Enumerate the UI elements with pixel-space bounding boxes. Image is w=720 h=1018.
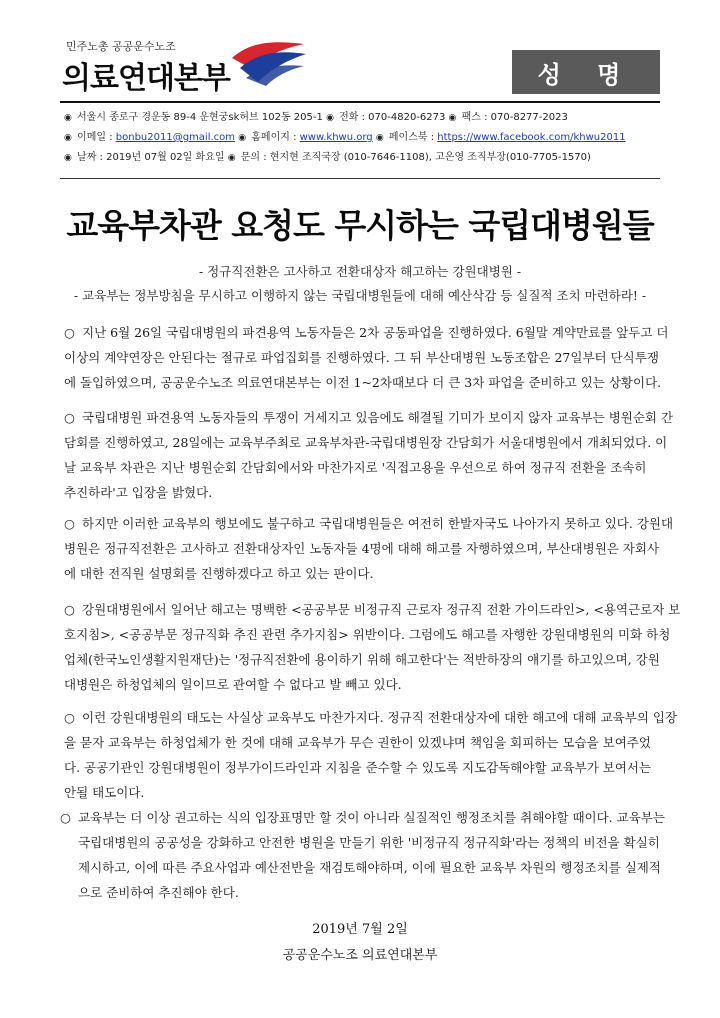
- paragraph-5: [64, 705, 678, 805]
- statement-label-box: 성 명: [512, 50, 660, 94]
- paragraph-1: [64, 320, 669, 395]
- flag-wave-icon: [228, 38, 308, 90]
- paragraph-line: 추진하라'고 입장을 밝혔다.: [64, 485, 213, 500]
- homepage-label: 홈페이지 :: [251, 132, 300, 143]
- contact-line-online: [64, 128, 664, 148]
- paragraph-line: 제시하고, 이에 따른 주요사업과 예산전반을 재검토해야하며, 이에 필요한 교육부 차원의 행정조치를 실제적: [78, 860, 661, 875]
- paragraph-line: 에 돌입하였으며, 공공운수노조 의료연대본부는 이전 1~2차때보다 더 큰 3차 파업을 준비하고 있는 상황이다.: [64, 375, 662, 390]
- letterhead: [60, 38, 660, 98]
- signature-date: 2019년 7월 2일: [312, 922, 408, 937]
- bullet-icon: ◉: [64, 113, 72, 123]
- paragraph-2: [64, 405, 674, 505]
- paragraph-line: 이상의 계약연장은 안된다는 절규로 파업집회를 진행하였다. 그 뒤 부산대병원 노동조합은 27일부터 단식투쟁: [64, 350, 659, 365]
- paragraph-line: 호지침>, <공공부문 정규직화 추진 관련 추가지침> 위반이다. 그럼에도 해고를 자행한 강원대병원의 미화 하청: [64, 627, 671, 642]
- homepage-link[interactable]: www.khwu.org: [299, 132, 373, 143]
- paragraph-line: 으로 준비하여 추진해야 한다.: [78, 885, 239, 900]
- signature-organization: 공공운수노조 의료연대본부: [282, 948, 438, 963]
- phone: 전화 : 070-4820-6273: [339, 112, 446, 123]
- inquiry: 문의 : 현지현 조직국장 (010-7646-1108), 고은영 조직부장(010-7705-1570): [240, 152, 591, 163]
- header-divider: [60, 101, 660, 103]
- email-label: 이메일 :: [77, 132, 116, 143]
- paragraph-line: 대병원은 하청업체의 일이므로 관여할 수 없다고 발 빼고 있다.: [64, 677, 402, 692]
- union-tagline: 민주노총 공공운수노조: [66, 40, 176, 53]
- bullet-icon: ◉: [326, 113, 334, 123]
- paragraph-line: 을 묻자 교육부는 하청업체가 한 것에 대해 교육부가 무슨 권한이 있겠냐며 책임을 회피하는 모습을 보여주었: [64, 735, 651, 750]
- contact-line-address: [64, 108, 664, 128]
- paragraph-line: 국립대병원 파견용역 노동자들의 투쟁이 거세지고 있음에도 해결될 기미가 보이지 않자 교육부는 병원순회 간: [82, 410, 674, 425]
- paragraph-line: 다. 공공기관인 강원대병원이 정부가이드라인과 지침을 준수할 수 있도록 지도감독해야할 교육부가 보여서는: [64, 760, 652, 775]
- date: 날짜 : 2019년 07월 02일 화요일: [77, 152, 225, 163]
- bullet-icon: ◉: [448, 113, 457, 123]
- contact-info: [64, 108, 664, 168]
- bullet-icon: ◉: [238, 133, 247, 143]
- paragraph-line: 이런 강원대병원의 태도는 사실상 교육부도 마찬가지다. 정규직 전환대상자에 대한 해고에 대해 교육부의 입장: [82, 710, 678, 725]
- document-title: 교육부차관 요청도 무시하는 국립대병원들: [66, 206, 654, 245]
- subtitle-2: - 교육부는 정부방침을 무시하고 이행하지 않는 국립대병원들에 대해 예산삭감 등 실질적 조치 마련하라! -: [73, 288, 647, 303]
- fax: 팩스 : 070-8277-2023: [461, 112, 568, 123]
- paragraph-line: 국립대병원의 공공성을 강화하고 안전한 병원을 만들기 위한 '비정규직 정규직화'라는 정책의 비전을 확실히: [78, 835, 660, 850]
- bullet-icon: ◉: [64, 133, 72, 143]
- facebook-link[interactable]: https://www.facebook.com/khwu2011: [437, 132, 626, 143]
- bullet-icon: ◉: [375, 133, 384, 143]
- circle-bullet-icon: ○: [64, 410, 75, 425]
- paragraph-line: 안될 태도이다.: [64, 785, 145, 800]
- bullet-icon: ◉: [64, 153, 72, 163]
- paragraph-line: 하지만 이러한 교육부의 행보에도 불구하고 국립대병원들은 여전히 한발자국도 나아가지 못하고 있다. 강원대: [82, 516, 674, 531]
- paragraph-line: 날 교육부 차관은 지난 병원순회 간담회에서와 마찬가지로 '직접고용을 우선으로 하여 정규직 전환을 조속히: [64, 460, 647, 475]
- paragraph-line: 지난 6월 26일 국립대병원의 파견용역 노동자들은 2차 공동파업을 진행하였다. 6월말 계약만료를 앞두고 더: [82, 325, 669, 340]
- paragraph-4: [64, 597, 681, 697]
- bullet-icon: ◉: [227, 153, 236, 163]
- union-name: 의료연대본부: [62, 61, 230, 96]
- paragraph-line: 에 대한 전직원 설명회를 진행하겠다고 하고 있는 판이다.: [64, 566, 374, 581]
- subtitle-1: - 정규직전환은 고사하고 전환대상자 해고하는 강원대병원 -: [198, 264, 522, 279]
- paragraph-3: [64, 511, 674, 586]
- circle-bullet-icon: ○: [64, 710, 75, 725]
- paragraph-line: 병원은 정규직전환은 고사하고 전환대상자인 노동자들 4명에 대해 해고를 자행하였으며, 부산대병원은 자회사: [64, 541, 660, 556]
- facebook-label: 페이스북 :: [388, 132, 438, 143]
- circle-bullet-icon: ○: [64, 325, 75, 340]
- address: 서울시 종로구 경운동 89-4 운현궁sk허브 102동 205-1: [77, 112, 323, 123]
- email-link[interactable]: bonbu2011@gmail.com: [115, 132, 236, 143]
- circle-bullet-icon: ○: [64, 516, 75, 531]
- paragraph-line: 담회를 진행하였고, 28일에는 교육부주최로 교육부차관-국립대병원장 간담회가 서울대병원에서 개최되었다. 이: [64, 435, 668, 450]
- paragraph-line: 교육부는 더 이상 권고하는 식의 입장표명만 할 것이 아니라 실질적인 행정조치를 취해야할 때이다. 교육부는: [78, 810, 665, 825]
- contact-divider: [60, 178, 660, 179]
- paragraph-line: 강원대병원에서 일어난 해고는 명백한 <공공부문 비정규직 근로자 정규직 전환 가이드라인>, <용역근로자 보: [82, 602, 681, 617]
- circle-bullet-icon: ○: [60, 810, 71, 825]
- contact-line-date: [64, 148, 664, 168]
- circle-bullet-icon: ○: [64, 602, 75, 617]
- union-logo: [60, 38, 310, 96]
- paragraph-6: [60, 805, 665, 905]
- paragraph-line: 업체(한국노인생활지원재단)는 '정규직전환에 용이하기 위해 해고한다'는 적반하장의 얘기를 하고있으며, 강원: [64, 652, 660, 667]
